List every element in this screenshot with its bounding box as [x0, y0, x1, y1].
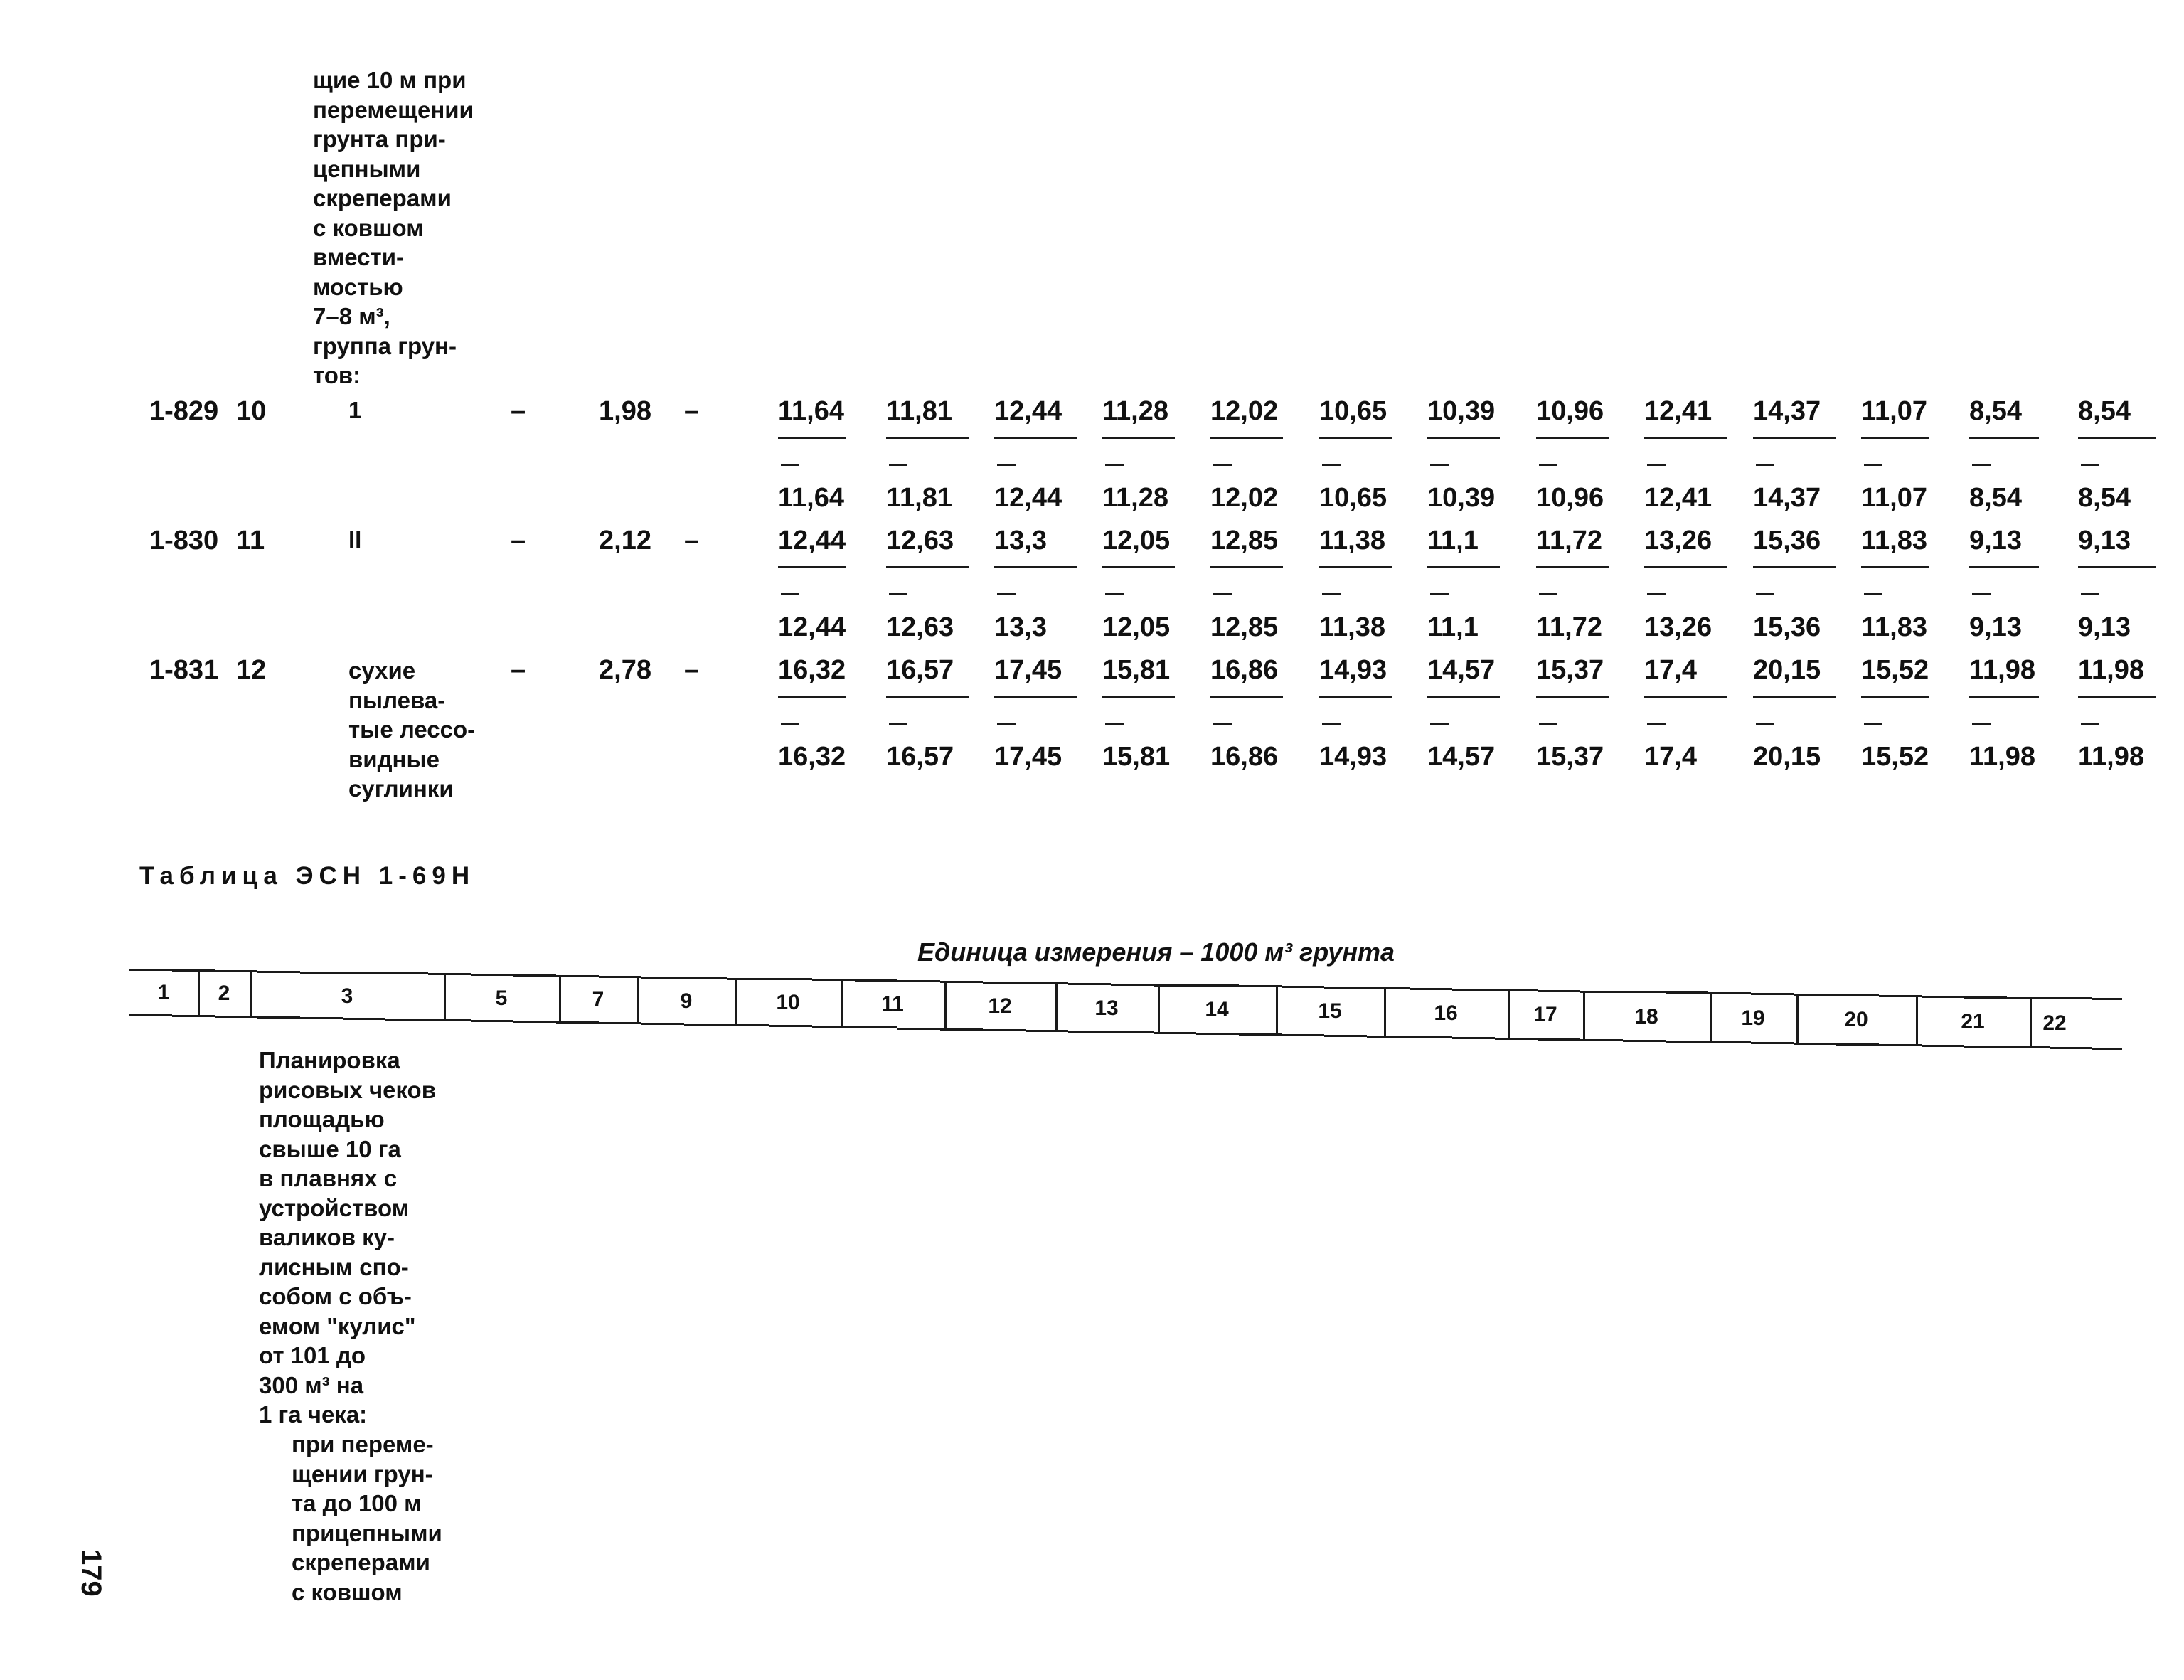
header-border-top — [556, 975, 599, 977]
cell-value-bottom: 8,54 — [2078, 483, 2131, 513]
fraction-dash — [1756, 464, 1774, 466]
header-border-top — [855, 979, 897, 982]
fraction-dash — [2081, 723, 2099, 725]
cell-value-top: 15,37 — [1536, 655, 1604, 685]
fraction-line — [2078, 437, 2156, 439]
fraction-dash — [1322, 464, 1341, 466]
fraction-line — [1427, 437, 1500, 439]
header-border-bottom — [1282, 1034, 1324, 1036]
cell-value-bottom: 14,93 — [1319, 742, 1387, 772]
header-border-bottom — [812, 1026, 855, 1028]
cell-value-bottom: 11,83 — [1861, 612, 1927, 642]
header-column-label: 16 — [1434, 1001, 1458, 1025]
header-border-top — [1666, 991, 1708, 994]
cell-value-bottom: 10,96 — [1536, 483, 1604, 513]
header-column-label: 7 — [592, 988, 604, 1011]
header-border-top — [1836, 994, 1879, 996]
header-column-label: 3 — [341, 984, 353, 1008]
fraction-line — [1644, 696, 1727, 698]
row-label: 1 — [348, 397, 362, 423]
header-border-top — [385, 972, 428, 974]
header-border-bottom — [684, 1024, 727, 1026]
fraction-line — [886, 696, 969, 698]
cell-value-bottom: 10,65 — [1319, 483, 1387, 513]
fraction-line — [2078, 696, 2156, 698]
header-border-bottom — [1111, 1031, 1154, 1033]
fraction-dash — [997, 464, 1016, 466]
cell-value-bottom: 15,37 — [1536, 742, 1604, 772]
header-border-bottom — [769, 1025, 812, 1027]
fraction-dash — [1972, 464, 1991, 466]
header-column-label: 18 — [1634, 1005, 1658, 1028]
cell-value-top: 11,28 — [1102, 396, 1168, 426]
header-border-bottom — [1410, 1036, 1452, 1038]
header-border-top — [684, 977, 727, 979]
cell-value-top: 10,39 — [1427, 396, 1496, 426]
fraction-dash — [1756, 593, 1774, 595]
row-dash: – — [511, 655, 526, 685]
cell-value-top: 10,96 — [1536, 396, 1604, 426]
fraction-line — [778, 696, 846, 698]
header-column-label: 15 — [1318, 999, 1342, 1023]
header-border-top — [599, 976, 641, 978]
fraction-dash — [1105, 593, 1124, 595]
fraction-dash — [1322, 723, 1341, 725]
work-description: Планировка рисовых чеков площадью свыше 10 га в плавнях с устройством валиков ку- лисным спо- собом с объ- емом "кулис" от 101 до 300 м³ на 1 га чека: — [259, 1047, 436, 1428]
row-dash: – — [511, 396, 526, 426]
fraction-line — [1861, 696, 1929, 698]
header-border-bottom — [727, 1024, 769, 1026]
fraction-line — [994, 566, 1077, 568]
cell-value-bottom: 14,57 — [1427, 742, 1496, 772]
cell-value-top: 12,02 — [1210, 396, 1279, 426]
fraction-dash — [781, 464, 799, 466]
cell-value-bottom: 11,98 — [2078, 742, 2144, 772]
fraction-dash — [1647, 464, 1666, 466]
cell-value-top: 20,15 — [1753, 655, 1821, 685]
header-border-bottom — [513, 1021, 556, 1023]
fraction-dash — [997, 723, 1016, 725]
fraction-dash — [1105, 464, 1124, 466]
header-border-top — [1580, 991, 1623, 993]
fraction-line — [1969, 437, 2039, 439]
header-border-top — [129, 969, 172, 971]
fraction-dash — [1864, 723, 1882, 725]
fraction-dash — [1213, 464, 1232, 466]
header-border-bottom — [300, 1017, 343, 1019]
header-border-top — [2050, 997, 2092, 999]
cell-value-top: 16,32 — [778, 655, 846, 685]
header-border-bottom — [1708, 1041, 1751, 1043]
header-border-top — [428, 973, 471, 975]
header-border-bottom — [1922, 1045, 1964, 1047]
header-border-top — [727, 978, 769, 980]
fraction-dash — [1539, 464, 1557, 466]
cell-value-bottom: 9,13 — [1969, 612, 2022, 642]
fraction-line — [1861, 437, 1929, 439]
fraction-line — [994, 696, 1077, 698]
cell-value-top: 12,63 — [886, 526, 954, 555]
header-column-label: 21 — [1961, 1010, 1985, 1033]
header-border-bottom — [385, 1019, 428, 1021]
fraction-dash — [1105, 723, 1124, 725]
cell-value-top: 12,44 — [778, 526, 846, 555]
header-border-bottom — [428, 1019, 471, 1021]
fraction-dash — [1972, 593, 1991, 595]
cell-value-top: 11,81 — [886, 396, 952, 426]
header-border-top — [513, 974, 556, 977]
cell-value-top: 15,52 — [1861, 655, 1929, 685]
cell-value-top: 14,37 — [1753, 396, 1821, 426]
fraction-dash — [1213, 723, 1232, 725]
row-dash: – — [684, 526, 700, 555]
header-border-top — [1068, 983, 1111, 985]
fraction-dash — [1430, 723, 1449, 725]
cell-value-top: 16,57 — [886, 655, 954, 685]
cell-value-top: 17,45 — [994, 655, 1062, 685]
fraction-dash — [1864, 464, 1882, 466]
fraction-line — [1102, 696, 1175, 698]
cell-value-top: 11,1 — [1427, 526, 1479, 555]
header-border-bottom — [1538, 1038, 1580, 1041]
fraction-dash — [889, 593, 907, 595]
header-border-top — [1623, 991, 1666, 993]
fraction-dash — [781, 723, 799, 725]
fraction-dash — [781, 593, 799, 595]
header-border-bottom — [257, 1016, 300, 1019]
header-border-top — [471, 974, 513, 976]
cell-value-top: 9,13 — [2078, 526, 2131, 555]
row-label: II — [348, 526, 362, 553]
fraction-line — [886, 437, 969, 439]
fraction-line — [886, 566, 969, 568]
header-border-bottom — [1154, 1032, 1196, 1034]
cell-value-bottom: 12,44 — [994, 483, 1062, 513]
fraction-line — [778, 437, 846, 439]
header-column-label: 5 — [495, 987, 508, 1010]
header-border-bottom — [641, 1023, 684, 1025]
header-border-top — [812, 979, 855, 981]
header-border-top — [300, 972, 343, 974]
row-code: 1-829 — [149, 396, 219, 426]
header-border-top — [983, 982, 1026, 984]
fraction-dash — [1972, 723, 1991, 725]
cell-value-bottom: 10,39 — [1427, 483, 1496, 513]
fraction-line — [1753, 437, 1836, 439]
fraction-dash — [2081, 593, 2099, 595]
cell-value-top: 11,38 — [1319, 526, 1385, 555]
fraction-line — [994, 437, 1077, 439]
cell-value-bottom: 15,52 — [1861, 742, 1929, 772]
header-border-top — [1026, 982, 1068, 984]
header-column-label: 1 — [157, 981, 170, 1004]
header-column-label: 9 — [680, 989, 693, 1013]
cell-value-bottom: 12,44 — [778, 612, 846, 642]
header-border-top — [897, 980, 940, 982]
header-border-top — [1239, 985, 1282, 987]
header-border-top — [1794, 994, 1836, 996]
header-border-bottom — [1367, 1036, 1410, 1038]
header-column-label: 19 — [1741, 1006, 1765, 1030]
header-border-bottom — [1324, 1035, 1367, 1037]
cell-value-top: 17,4 — [1644, 655, 1697, 685]
header-border-top — [1495, 989, 1538, 991]
header-border-top — [1538, 990, 1580, 992]
fraction-line — [1536, 566, 1609, 568]
work-subdescription: при переме- щении грун- та до 100 м прицепными скреперами с ковшом — [292, 1431, 442, 1605]
fraction-line — [1210, 696, 1283, 698]
row-number: 11 — [236, 526, 265, 555]
fraction-line — [1753, 566, 1836, 568]
header-border-top — [1751, 993, 1794, 995]
fraction-dash — [889, 464, 907, 466]
header-border-bottom — [1068, 1031, 1111, 1033]
header-border-bottom — [129, 1014, 172, 1016]
row-code: 1-830 — [149, 526, 219, 555]
row-dash: – — [511, 526, 526, 555]
cell-value-bottom: 12,02 — [1210, 483, 1279, 513]
header-border-bottom — [343, 1018, 385, 1020]
header-border-bottom — [1751, 1042, 1794, 1044]
header-border-bottom — [1964, 1046, 2007, 1048]
fraction-dash — [1864, 593, 1882, 595]
header-border-bottom — [1879, 1044, 1922, 1046]
row-value: 1,98 — [599, 396, 651, 426]
fraction-line — [1969, 696, 2039, 698]
cell-value-top: 16,86 — [1210, 655, 1279, 685]
fraction-line — [1319, 437, 1392, 439]
cell-value-bottom: 12,05 — [1102, 612, 1171, 642]
fraction-line — [2078, 566, 2156, 568]
fraction-line — [1427, 696, 1500, 698]
cell-value-top: 12,85 — [1210, 526, 1279, 555]
cell-value-top: 14,57 — [1427, 655, 1496, 685]
fraction-line — [1427, 566, 1500, 568]
fraction-dash — [1756, 723, 1774, 725]
header-border-bottom — [1580, 1039, 1623, 1041]
header-border-bottom — [1666, 1041, 1708, 1043]
cell-value-bottom: 20,15 — [1753, 742, 1821, 772]
header-border-bottom — [2007, 1046, 2050, 1048]
header-border-top — [2092, 998, 2122, 1000]
header-border-top — [1196, 984, 1239, 987]
header-border-top — [1922, 996, 1964, 998]
header-column-label: 17 — [1533, 1003, 1557, 1026]
cell-value-bottom: 11,81 — [886, 483, 952, 513]
cell-value-bottom: 11,28 — [1102, 483, 1168, 513]
fraction-dash — [1430, 464, 1449, 466]
header-border-top — [1452, 989, 1495, 991]
cell-value-bottom: 15,81 — [1102, 742, 1171, 772]
row-code: 1-831 — [149, 655, 219, 685]
header-border-bottom — [1239, 1033, 1282, 1036]
header-border-top — [1324, 987, 1367, 989]
fraction-line — [1753, 696, 1836, 698]
cell-value-top: 12,44 — [994, 396, 1062, 426]
cell-value-top: 13,26 — [1644, 526, 1712, 555]
cell-value-top: 11,98 — [1969, 655, 2035, 685]
fraction-line — [778, 566, 846, 568]
cell-value-bottom: 16,57 — [886, 742, 954, 772]
fraction-line — [1969, 566, 2039, 568]
row-dash: – — [684, 655, 700, 685]
fraction-dash — [1213, 593, 1232, 595]
header-border-top — [172, 969, 215, 972]
cell-value-top: 14,93 — [1319, 655, 1387, 685]
cell-value-top: 8,54 — [1969, 396, 2022, 426]
cell-value-top: 15,81 — [1102, 655, 1171, 685]
row-dash: – — [684, 396, 700, 426]
header-border-bottom — [2092, 1048, 2122, 1050]
cell-value-top: 11,83 — [1861, 526, 1927, 555]
header-border-bottom — [2050, 1047, 2092, 1049]
header-border-top — [1410, 988, 1452, 990]
fraction-line — [1210, 437, 1283, 439]
fraction-line — [1102, 566, 1175, 568]
fraction-line — [1210, 566, 1283, 568]
header-border-bottom — [1623, 1040, 1666, 1042]
cell-value-bottom: 11,64 — [778, 483, 844, 513]
header-border-bottom — [1836, 1043, 1879, 1046]
header-border-bottom — [940, 1028, 983, 1031]
cell-value-top: 11,07 — [1861, 396, 1927, 426]
header-border-top — [2007, 997, 2050, 999]
table-title: Таблица ЭСН 1-69Н — [139, 862, 476, 890]
header-column-label: 10 — [776, 991, 800, 1014]
cell-value-bottom: 13,3 — [994, 612, 1047, 642]
fraction-dash — [1647, 593, 1666, 595]
fraction-line — [1536, 437, 1609, 439]
header-border-top — [1367, 987, 1410, 989]
header-border-bottom — [599, 1022, 641, 1024]
header-border-top — [1879, 995, 1922, 997]
cell-value-top: 9,13 — [1969, 526, 2022, 555]
fraction-dash — [1322, 593, 1341, 595]
cell-value-top: 12,41 — [1644, 396, 1712, 426]
header-border-top — [1154, 984, 1196, 987]
fraction-dash — [1539, 723, 1557, 725]
cell-value-bottom: 16,32 — [778, 742, 846, 772]
header-border-bottom — [1196, 1033, 1239, 1035]
cell-value-bottom: 15,36 — [1753, 612, 1821, 642]
fraction-line — [1644, 437, 1727, 439]
unit-label: Единица измерения – 1000 м³ грунта — [917, 937, 1395, 967]
cell-value-bottom: 12,41 — [1644, 483, 1712, 513]
header-border-bottom — [897, 1028, 940, 1030]
fraction-dash — [1647, 723, 1666, 725]
fraction-dash — [1430, 593, 1449, 595]
header-border-bottom — [1452, 1037, 1495, 1039]
fraction-line — [1861, 566, 1929, 568]
header-border-bottom — [1495, 1038, 1538, 1040]
header-column-label: 13 — [1094, 996, 1119, 1020]
fraction-dash — [2081, 464, 2099, 466]
cell-value-bottom: 11,38 — [1319, 612, 1385, 642]
header-border-top — [769, 978, 812, 980]
fraction-line — [1536, 696, 1609, 698]
header-border-top — [1111, 984, 1154, 986]
cell-value-bottom: 11,72 — [1536, 612, 1602, 642]
header-border-top — [1964, 996, 2007, 999]
cell-value-bottom: 17,45 — [994, 742, 1062, 772]
cell-value-bottom: 16,86 — [1210, 742, 1279, 772]
header-border-bottom — [172, 1015, 215, 1017]
fraction-line — [1319, 566, 1392, 568]
page-number: 179 — [75, 1549, 107, 1597]
row-number: 12 — [236, 655, 267, 685]
header-column-label: 14 — [1205, 998, 1229, 1021]
header-border-bottom — [1794, 1043, 1836, 1045]
header-border-top — [1708, 992, 1751, 994]
header-border-bottom — [1026, 1030, 1068, 1032]
header-border-bottom — [556, 1021, 599, 1024]
header-border-bottom — [855, 1026, 897, 1028]
fraction-dash — [889, 723, 907, 725]
cell-value-bottom: 11,98 — [1969, 742, 2035, 772]
cell-value-top: 11,72 — [1536, 526, 1602, 555]
cell-value-bottom: 11,07 — [1861, 483, 1927, 513]
header-border-top — [257, 971, 300, 973]
row-number: 10 — [236, 396, 267, 426]
cell-value-top: 15,36 — [1753, 526, 1821, 555]
cell-value-bottom: 8,54 — [1969, 483, 2022, 513]
row-value: 2,12 — [599, 526, 651, 555]
cell-value-bottom: 12,63 — [886, 612, 954, 642]
header-column-label: 22 — [2042, 1011, 2067, 1035]
header-border-bottom — [983, 1029, 1026, 1031]
header-column-label: 2 — [218, 982, 230, 1005]
cell-value-bottom: 9,13 — [2078, 612, 2131, 642]
header-column-label: 11 — [881, 992, 904, 1016]
fraction-line — [1102, 437, 1175, 439]
header-border-top — [343, 972, 385, 974]
cell-value-top: 13,3 — [994, 526, 1047, 555]
row-value: 2,78 — [599, 655, 651, 685]
header-border-top — [641, 977, 684, 979]
cell-value-bottom: 14,37 — [1753, 483, 1821, 513]
header-column-label: 12 — [988, 994, 1012, 1018]
cell-value-top: 11,64 — [778, 396, 844, 426]
fraction-line — [1319, 696, 1392, 698]
row-label: сухие пылева- тые лессо- видные суглинки — [348, 657, 476, 802]
header-border-top — [1282, 986, 1324, 988]
header-border-top — [940, 981, 983, 983]
fraction-dash — [1539, 593, 1557, 595]
fraction-dash — [997, 593, 1016, 595]
header-border-bottom — [471, 1020, 513, 1022]
cell-value-top: 10,65 — [1319, 396, 1387, 426]
header-column-label: 20 — [1844, 1008, 1868, 1031]
cell-value-bottom: 11,1 — [1427, 612, 1479, 642]
cell-value-top: 11,98 — [2078, 655, 2144, 685]
cell-value-bottom: 12,85 — [1210, 612, 1279, 642]
cell-value-top: 8,54 — [2078, 396, 2131, 426]
fraction-line — [1644, 566, 1727, 568]
section-description: щие 10 м при перемещении грунта при- цепными скреперами с ковшом вмести- мостью 7–8 м³, группа грун- тов: — [313, 67, 474, 388]
cell-value-bottom: 13,26 — [1644, 612, 1712, 642]
cell-value-top: 12,05 — [1102, 526, 1171, 555]
cell-value-bottom: 17,4 — [1644, 742, 1697, 772]
